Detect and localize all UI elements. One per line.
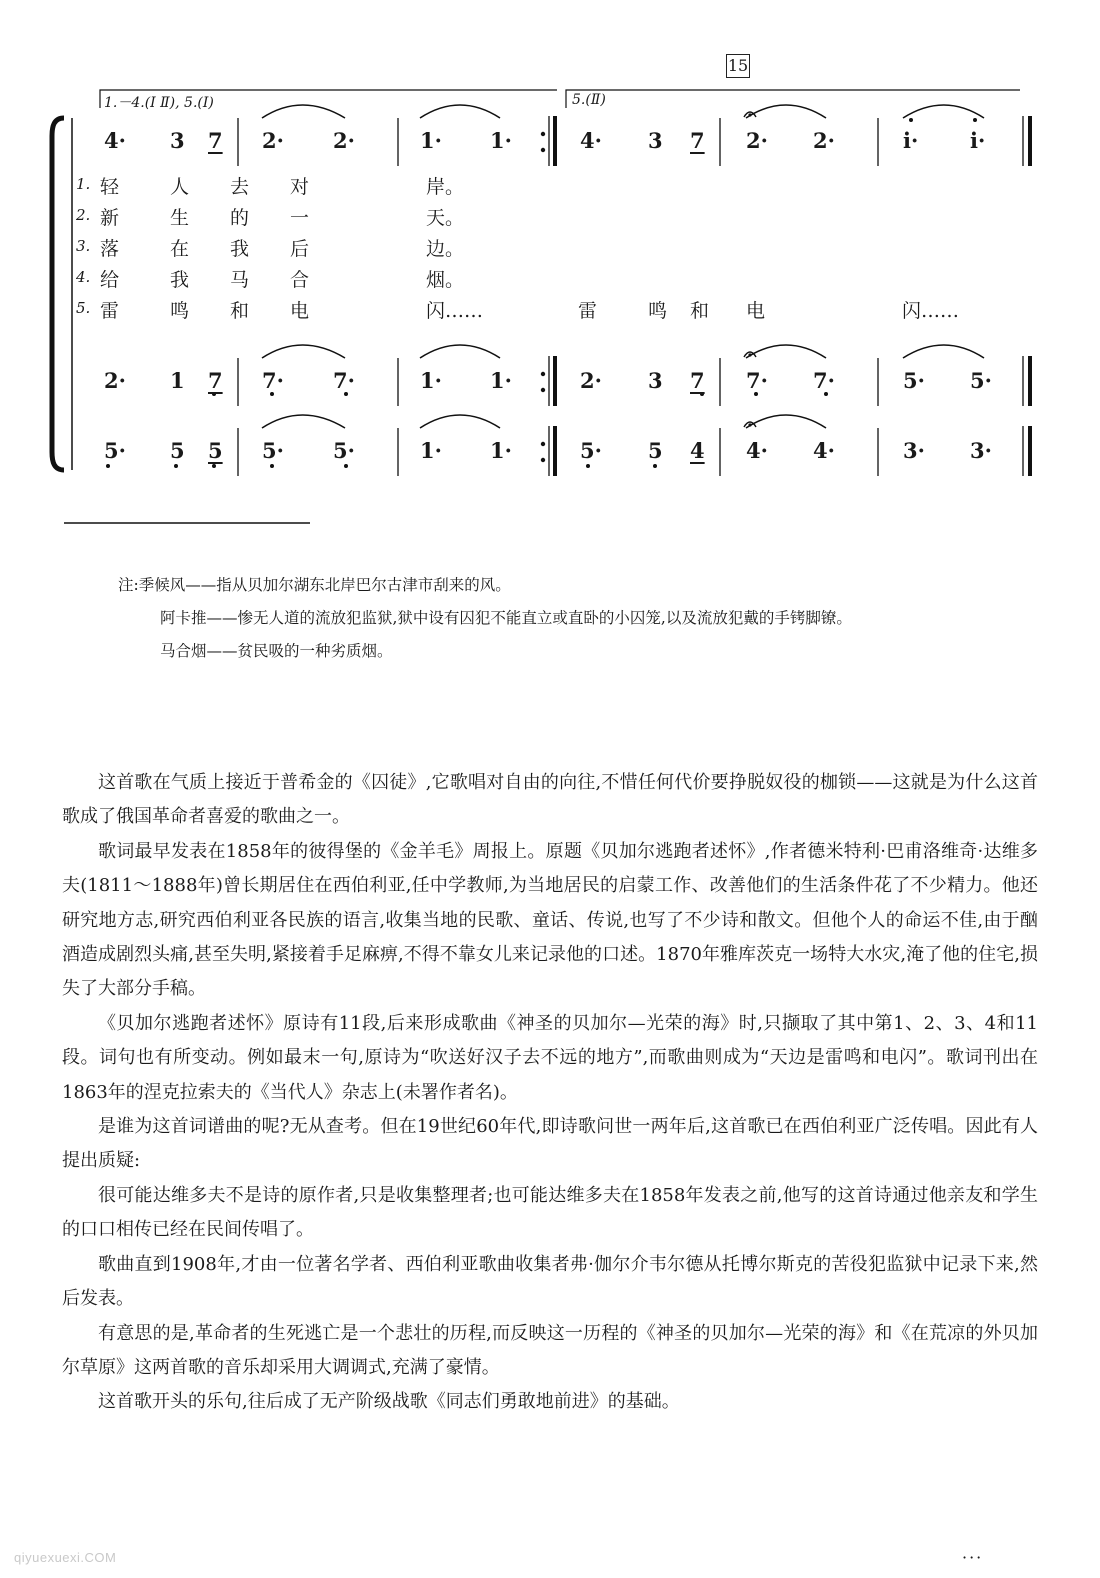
note: 5· <box>580 438 602 463</box>
watermark: qiyuexuexi.COM <box>14 1550 117 1565</box>
lyric-syllable: 烟。 <box>426 269 465 291</box>
verse-number: 2. <box>76 206 91 224</box>
note: 3 <box>170 128 185 153</box>
note: 2· <box>746 128 768 153</box>
note: 3· <box>903 438 925 463</box>
lyric-syllable: 对 <box>290 176 310 198</box>
note: 2· <box>580 368 602 393</box>
note: 7 <box>208 368 223 393</box>
footnote-rule-svg <box>0 0 1100 540</box>
lyric-syllable: 后 <box>290 238 310 260</box>
note: 2· <box>333 128 355 153</box>
note: 5· <box>970 368 992 393</box>
paragraph-3: 《贝加尔逃跑者述怀》原诗有11段,后来形成歌曲《神圣的贝加尔—光荣的海》时,只撷取了其中第1、2、3、4和11段。词句也有所变动。例如最末一句,原诗为“吹送好汉子去不远的地方”,而歌曲则成为“天边是雷鸣和电闪”。歌词刊出在1863年的涅克拉索夫的《当代人》杂志上(未署作者名)。 <box>62 1012 1038 1103</box>
paragraph-5: 很可能达维多夫不是诗的原作者,只是收集整理者;也可能达维多夫在1858年发表之前,他写的这首诗通过他亲友和学生的口口相传已经在民间传唱了。 <box>62 1184 1038 1241</box>
lyric-syllable: 在 <box>170 238 190 260</box>
lyric-syllable: 落 <box>100 238 120 260</box>
note: 1· <box>420 128 442 153</box>
footnotes <box>118 574 1038 673</box>
lyric-syllable: 人 <box>170 176 190 198</box>
lyric-syllable: 闪…… <box>426 300 484 322</box>
note: 3· <box>970 438 992 463</box>
lyric-syllable-volta-2: 鸣 <box>648 300 668 322</box>
note: 1· <box>420 368 442 393</box>
note: 2· <box>813 128 835 153</box>
note: 3 <box>648 128 663 153</box>
lyric-syllable-volta-2: 和 <box>690 300 710 322</box>
rehearsal-mark: 15 <box>726 54 750 78</box>
note: 1· <box>420 438 442 463</box>
note: 4 <box>690 438 705 463</box>
note: 2· <box>104 368 126 393</box>
verse-number: 1. <box>76 175 91 193</box>
note: 7· <box>746 368 768 393</box>
lyric-syllable: 生 <box>170 207 190 229</box>
lyric-syllable: 的 <box>230 207 250 229</box>
note: 5 <box>648 438 663 463</box>
lyric-syllable: 给 <box>100 269 120 291</box>
paragraph-2: 歌词最早发表在1858年的彼得堡的《金羊毛》周报上。原题《贝加尔逃跑者述怀》,作者德米特利·巴甫洛维奇·达维多夫(1811～1888年)曾长期居住在西伯利亚,任中学教师,为当地居民的启蒙工作、改善他们的生活条件花了不少精力。他还研究地方志,研究西伯利亚各民族的语言,收集当地的民歌、童话、传说,也写了不少诗和散文。但他个人的命运不佳,由于酗酒造成剧烈头痛,甚至失明,紧接着手足麻痹,不得不靠女儿来记录他的口述。1870年雅库茨克一场特大水灾,淹了他的住宅,损失了大部分手稿。 <box>62 840 1038 1000</box>
note: 5· <box>262 438 284 463</box>
page-dots: ··· <box>962 1548 984 1567</box>
note: 5 <box>170 438 185 463</box>
lyric-syllable-volta-2: 电 <box>746 300 766 322</box>
note: 4· <box>746 438 768 463</box>
note: 1· <box>490 438 512 463</box>
lyric-syllable: 新 <box>100 207 120 229</box>
note: 7· <box>813 368 835 393</box>
lyric-syllable: 我 <box>230 238 250 260</box>
note: 5 <box>208 438 223 463</box>
verse-number: 5. <box>76 299 91 317</box>
lyric-syllable-volta-2: 雷 <box>578 300 598 322</box>
lyric-syllable: 和 <box>230 300 250 322</box>
note: 4· <box>813 438 835 463</box>
lyric-syllable: 我 <box>170 269 190 291</box>
article-body <box>62 766 1038 1420</box>
note: 4· <box>104 128 126 153</box>
note: 2· <box>262 128 284 153</box>
lyric-syllable: 轻 <box>100 176 120 198</box>
lyric-syllable: 鸣 <box>170 300 190 322</box>
verse-number: 4. <box>76 268 91 286</box>
lyric-syllable: 边。 <box>426 238 465 260</box>
lyric-syllable: 马 <box>230 269 250 291</box>
paragraph-7: 有意思的是,革命者的生死逃亡是一个悲壮的历程,而反映这一历程的《神圣的贝加尔—光荣的海》和《在荒凉的外贝加尔草原》这两首歌的音乐却采用大调调式,充满了豪情。 <box>62 1322 1038 1378</box>
note: i· <box>970 128 986 153</box>
lyric-syllable: 天。 <box>426 207 465 229</box>
lyric-syllable: 电 <box>290 300 310 322</box>
lyric-syllable: 去 <box>230 176 250 198</box>
footnote-3: 马合烟——贫民吸的一种劣质烟。 <box>160 642 393 660</box>
note: 1· <box>490 128 512 153</box>
note: i· <box>903 128 919 153</box>
note: 7· <box>333 368 355 393</box>
volta-2-label: 5.(Ⅱ) <box>572 92 606 108</box>
paragraph-8: 这首歌开头的乐句,往后成了无产阶级战歌《同志们勇敢地前进》的基础。 <box>98 1391 680 1413</box>
note: 3 <box>648 368 663 393</box>
paragraph-6: 歌曲直到1908年,才由一位著名学者、西伯利亚歌曲收集者弗·伽尔介韦尔德从托博尔斯克的苦役犯监狱中记录下来,然后发表。 <box>62 1253 1038 1310</box>
note: 7 <box>690 128 705 153</box>
lyric-syllable: 雷 <box>100 300 120 322</box>
note: 7 <box>690 368 705 393</box>
note: 7 <box>208 128 223 153</box>
note: 7· <box>262 368 284 393</box>
volta-1-label: 1.－4.(Ⅰ Ⅱ), 5.(Ⅰ) <box>104 95 214 111</box>
note: 1 <box>170 368 185 393</box>
note: 5· <box>104 438 126 463</box>
footnote-2: 阿卡推——惨无人道的流放犯监狱,狱中设有囚犯不能直立或直卧的小囚笼,以及流放犯戴的手铐脚镣。 <box>160 609 852 627</box>
lyric-syllable: 岸。 <box>426 176 465 198</box>
note: 4· <box>580 128 602 153</box>
lyric-syllable: 合 <box>290 269 310 291</box>
paragraph-4: 是谁为这首词谱曲的呢?无从查考。但在19世纪60年代,即诗歌问世一两年后,这首歌已在西伯利亚广泛传唱。因此有人提出质疑: <box>62 1116 1038 1172</box>
verse-number: 3. <box>76 237 91 255</box>
note: 1· <box>490 368 512 393</box>
lyric-syllable: 一 <box>290 207 310 229</box>
paragraph-1: 这首歌在气质上接近于普希金的《囚徒》,它歌唱对自由的向往,不惜任何代价要挣脱奴役的枷锁——这就是为什么这首歌成了俄国革命者喜爱的歌曲之一。 <box>62 772 1038 828</box>
footnote-1: 注:季候风——指从贝加尔湖东北岸巴尔古津市刮来的风。 <box>118 576 511 594</box>
lyric-syllable-volta-2: 闪…… <box>902 300 960 322</box>
note: 5· <box>333 438 355 463</box>
note: 5· <box>903 368 925 393</box>
